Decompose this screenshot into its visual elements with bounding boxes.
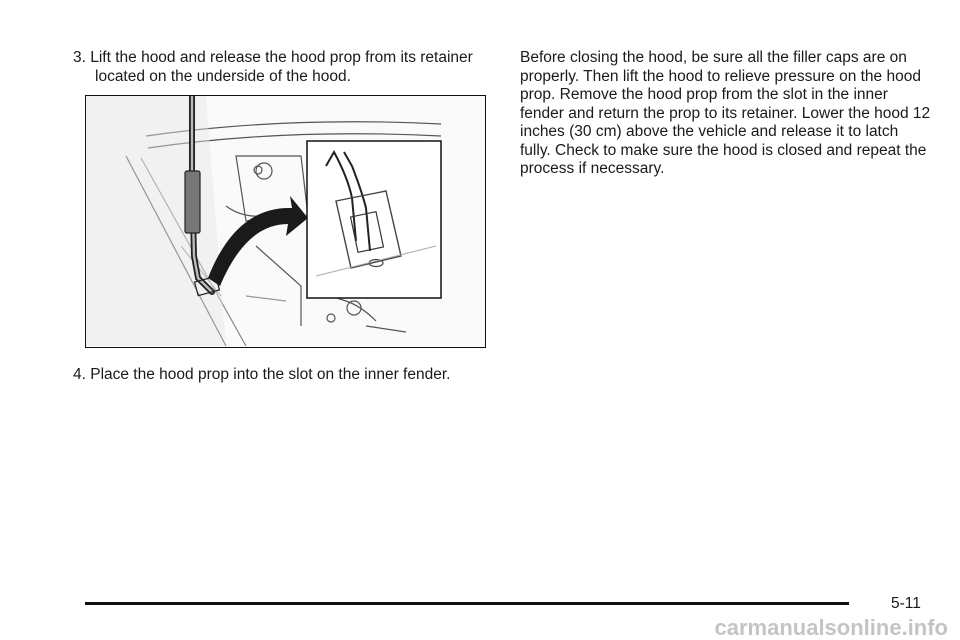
curved-arrow-icon	[208, 196, 308, 286]
page-number: 5-11	[891, 595, 921, 612]
footer-rule	[85, 602, 849, 605]
step-4-instruction: 4. Place the hood prop into the slot on the inner fender.	[73, 366, 451, 383]
slot-detail-inset	[307, 141, 441, 298]
step-3-instruction: 3. Lift the hood and release the hood prop from its retainer located on the underside of the hood.	[73, 49, 473, 85]
closing-paragraph: Before closing the hood, be sure all the filler caps are on properly. Then lift the hood to relieve pressure on the hood prop. Remove the hood prop from the slot in the inner fender and return the prop to its retainer. Lower the hood 12 inches (30 cm) above the vehicle and release it to latch fully. Check to make sure the hood is closed and repeat the process if necessary.	[520, 49, 931, 177]
watermark: carmanualsonline.info	[714, 615, 948, 640]
fender-shading	[86, 96, 226, 346]
hood-prop-illustration	[85, 95, 486, 348]
